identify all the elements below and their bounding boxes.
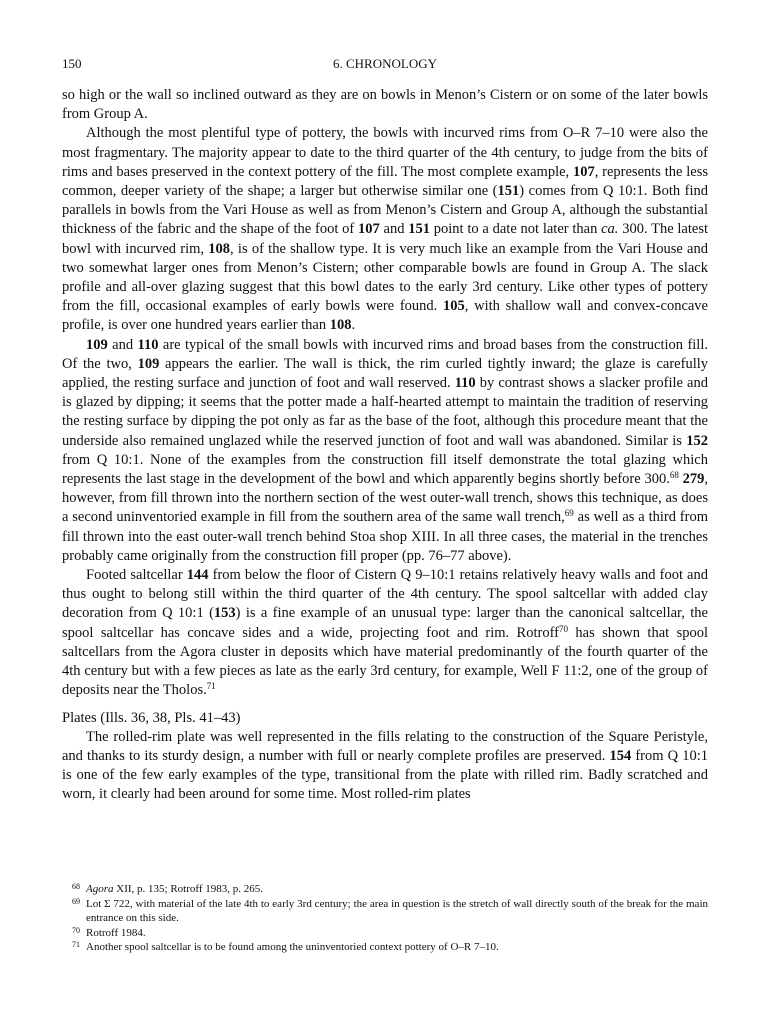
footnotes — [62, 882, 708, 955]
paragraph-4: Footed saltcellar 144 from below the floor of Cistern Q 9–10:1 retains relatively heavy walls and foot and thus ought to belong still within the third quarter of the 4th century. The spool saltcellar with added clay decoration from Q 10:1 (153) is a fine example of an unusual type: larger than the canonical saltcellar, the spool saltcellar has concave sides and a wide, projecting foot and rim. Rotroff$^{70}$ has shown that spool saltcellars from the Agora cluster in deposits which have material predominantly of the fourth quarter of the 4th century but with a few pieces as late as the early 3rd century, for example, Well F 11:2, one of the group of deposits near the Tholos.$^{71}$ — [62, 567, 708, 699]
chapter-title: 6. CHRONOLOGY — [333, 56, 437, 71]
footnote-68: 68 Agora XII, p. 135; Rotroff 1983, p. 265. — [72, 882, 264, 895]
footnote-text: Rotroff 1984. — [86, 926, 146, 939]
section-heading-plates: Plates (Ills. 36, 38, Pls. 41–43) — [62, 709, 241, 726]
paragraph-3: 109 and 110 are typical of the small bowls with incurved rims and broad bases from the construction fill. Of the two, 109 appears the earlier. The wall is thick, the rim curled tightly inward; the glaze is carefully applied, the resting surface and junction of foot and wall reserved. 110 by contrast shows a slacker profile and is glazed by dipping; it seems that the potter made a half-hearted attempt to maintain the tradition of reserving the resting surface by dipping the pot only as far as the base of the foot, although this procedure meant that the underside also remained unglazed while the reserved junction of foot and wall was abandoned. Similar is 152 from Q 10:1. None of the examples from the construction fill itself demonstrate the total glazing which represents the last stage in the development of the bowl and which apparently begins shortly before 300.68 279, however, from fill thrown into the northern section of the west outer-wall trench, shows this technique, as does a second uninventoried example in fill from the southern area of the same wall trench,$^{69}$ as well as a third from fill thrown into the east outer-wall trench behind Stoa shop XIII. In all three cases, the material in the trenches probably came originally from the construction fill proper (pp. 76–77 above). — [62, 336, 708, 564]
footnote-69: 69 Lot Σ 722, with material of the late 4th to early 3rd century; the area in question is the stretch of wall directly south of the break for the main entrance on this side. — [72, 896, 708, 925]
paragraph-2: Although the most plentiful type of pottery, the bowls with incurved rims from O–R 7–10 were also the most fragmentary. The majority appear to date to the third quarter of the 4th century, to judge from the bits of rims and bases preserved in the context pottery of the fill. The most complete example, 107, represents the less common, deeper variety of the shape; a larger but otherwise similar one (151) comes from Q 10:1. Both find parallels in bowls from the Vari House as well as from Menon’s Cistern and Group A, although the substantial thickness of the fabric and the shape of the foot of 107 and 151 point to a date not later than ca. 300. The latest bowl with incurved rim, 108, is of the shallow type. It is very much like an example from the Vari House and two somewhat larger ones from Menon’s Cistern; other comparable bowls are found in Group A. The slack profile and all-over glazing suggest that this bowl dates to the early 3rd century. Like other types of pottery from the fill, occasional examples of early bowls were found. 105, with shallow wall and convex-concave profile, is over one hundred years earlier than 108. — [62, 125, 709, 334]
page-number: 150 — [62, 56, 82, 71]
footnote-71: 71 Another spool saltcellar is to be found among the uninventoried context pottery of O–R 7–10. — [72, 940, 499, 954]
footnote-text: Agora XII, p. 135; Rotroff 1983, p. 265. — [86, 883, 264, 895]
body-text — [62, 86, 708, 805]
running-header — [62, 56, 708, 78]
paragraph-6: The rolled-rim plate was well represented in the fills relating to the construction of the Square Peristyle, and thanks to its sturdy design, a number with full or nearly complete profiles are preserved. 154 from Q 10:1 is one of the few early examples of the type, transitional from the plate with rilled rim. Badly scratched and worn, it clearly had been around for some time. Most rolled-rim plates — [62, 728, 709, 803]
main-text — [62, 86, 708, 805]
footnote-text: Another spool saltcellar is to be found among the uninventoried context pottery of O–R 7–10. — [86, 941, 499, 954]
footnote-70: 70 Rotroff 1984. — [72, 925, 146, 939]
paragraph-1: so high or the wall so inclined outward as they are on bowls in Menon’s Cistern or on some of the later bowls from Group A. — [62, 87, 708, 123]
footnote-text: Lot Σ 722, with material of the late 4th to early 3rd century; the area in question is the stretch of wall directly south of the break for the main entrance on this side. — [86, 897, 708, 925]
